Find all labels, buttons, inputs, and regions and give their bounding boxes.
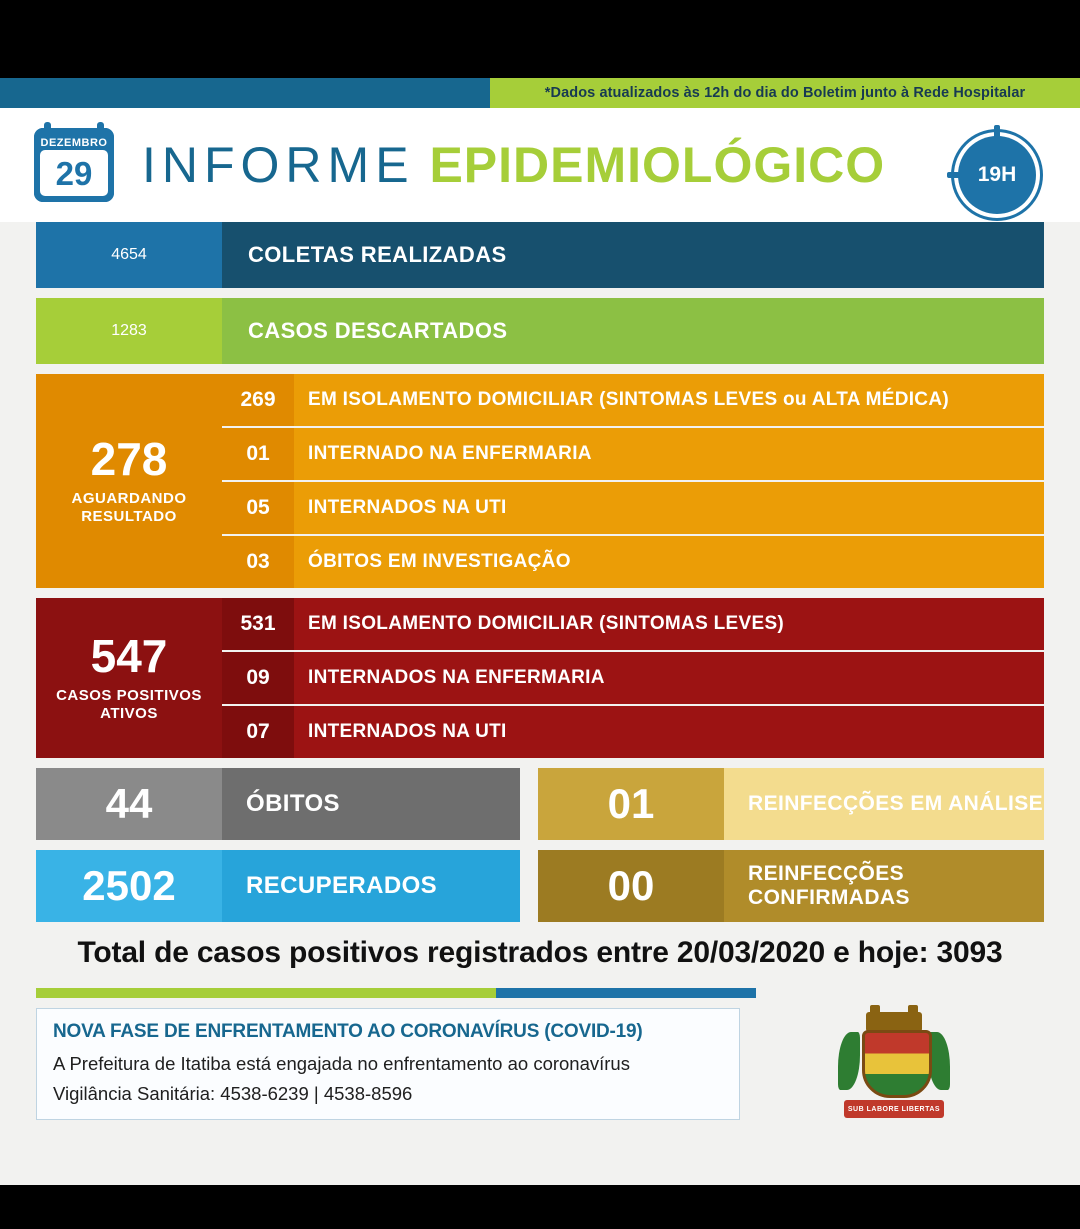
aguardando-summary — [36, 374, 222, 588]
card-recuperados — [36, 850, 520, 922]
footer-divider-green — [36, 988, 496, 998]
crest-leaf-left — [838, 1032, 860, 1090]
footer-info-box — [36, 1008, 740, 1120]
page-title-part2: EPIDEMIOLÓGICO — [429, 137, 886, 193]
aguardando-line-value: 269 — [222, 374, 294, 426]
page-title-part1: INFORME — [142, 137, 415, 193]
reinfeccoes-confirmadas-label: REINFECÇÕES CONFIRMADAS — [724, 850, 1044, 922]
aguardando-sub-line1: AGUARDANDO — [71, 490, 187, 507]
crest-motto: SUB LABORE LIBERTAS — [844, 1100, 944, 1118]
aguardando-value: 278 — [90, 433, 168, 485]
aguardando-line-label: ÓBITOS EM INVESTIGAÇÃO — [308, 551, 571, 572]
block-aguardando-resultado — [36, 374, 1044, 588]
descartados-value: 1283 — [36, 298, 222, 364]
ativos-value: 547 — [90, 630, 168, 682]
aguardando-line — [222, 374, 1044, 426]
footer-heading: NOVA FASE DE ENFRENTAMENTO AO CORONAVÍRUS (COVID-19) — [53, 1021, 643, 1042]
aguardando-sub-line2: RESULTADO — [81, 508, 177, 525]
page-title — [142, 136, 885, 194]
footer — [36, 1008, 1044, 1120]
ativos-sub — [56, 687, 202, 723]
ativos-line-value: 07 — [222, 706, 294, 758]
recuperados-value: 2502 — [36, 850, 222, 922]
obitos-label: ÓBITOS — [222, 768, 520, 840]
poster-sheet — [0, 78, 1080, 1185]
calendar-month: DEZEMBRO — [40, 137, 108, 149]
descartados-label: CASOS DESCARTADOS — [222, 298, 1044, 364]
city-coat-of-arms-icon — [836, 1008, 952, 1120]
ativos-sub-line1: CASOS POSITIVOS — [56, 687, 202, 704]
row-coletas-realizadas — [36, 222, 1044, 288]
stats-rows — [0, 222, 1080, 922]
update-note: *Dados atualizados às 12h do dia do Boletim junto à Rede Hospitalar — [490, 78, 1080, 108]
aguardando-line — [222, 428, 1044, 480]
aguardando-line-value: 01 — [222, 428, 294, 480]
block-casos-positivos-ativos — [36, 598, 1044, 758]
aguardando-sub — [72, 490, 187, 526]
calendar-rings — [44, 122, 104, 135]
crest-crown — [866, 1012, 922, 1032]
poster-header — [0, 108, 1080, 222]
ativos-sub-line2: ATIVOS — [100, 705, 158, 722]
top-strip — [0, 78, 1080, 108]
coletas-value: 4654 — [36, 222, 222, 288]
aguardando-line-value: 03 — [222, 536, 294, 588]
aguardando-line-label: EM ISOLAMENTO DOMICILIAR (SINTOMAS LEVES ou ALTA MÉDICA) — [308, 389, 949, 410]
card-obitos — [36, 768, 520, 840]
ativos-lines — [222, 598, 1044, 758]
ativos-line — [222, 706, 1044, 758]
aguardando-line-label: INTERNADOS NA UTI — [308, 497, 507, 518]
coletas-label: COLETAS REALIZADAS — [222, 222, 1044, 288]
reinfeccoes-analise-label: REINFECÇÕES EM ANÁLISE — [724, 768, 1044, 840]
row-casos-descartados — [36, 298, 1044, 364]
aguardando-line — [222, 536, 1044, 588]
footer-line-1: A Prefeitura de Itatiba está engajada no enfrentamento ao coronavírus — [53, 1053, 630, 1074]
aguardando-line — [222, 482, 1044, 534]
footer-line-2: Vigilância Sanitária: 4538-6239 | 4538-8596 — [53, 1083, 413, 1104]
ativos-line-value: 531 — [222, 598, 294, 650]
reinfeccoes-analise-value: 01 — [538, 768, 724, 840]
crest-shield — [862, 1030, 932, 1098]
recuperados-label: RECUPERADOS — [222, 850, 520, 922]
ativos-line — [222, 652, 1044, 704]
obitos-value: 44 — [36, 768, 222, 840]
card-reinfeccoes-analise — [538, 768, 1044, 840]
row-recuperados-reinfeccoes-confirmadas — [36, 850, 1044, 922]
top-strip-filler — [0, 78, 490, 108]
card-reinfeccoes-confirmadas — [538, 850, 1044, 922]
ativos-summary — [36, 598, 222, 758]
footer-divider — [36, 988, 1044, 998]
footer-divider-blue — [496, 988, 756, 998]
reinfeccoes-confirmadas-value: 00 — [538, 850, 724, 922]
ativos-line-label: INTERNADOS NA ENFERMARIA — [308, 667, 605, 688]
aguardando-lines — [222, 374, 1044, 588]
ativos-line-label: INTERNADOS NA UTI — [308, 721, 507, 742]
calendar-day: 29 — [40, 150, 108, 196]
calendar-icon — [34, 128, 114, 202]
ativos-line-label: EM ISOLAMENTO DOMICILIAR (SINTOMAS LEVES) — [308, 613, 785, 634]
ativos-line-value: 09 — [222, 652, 294, 704]
ativos-line — [222, 598, 1044, 650]
aguardando-line-label: INTERNADO NA ENFERMARIA — [308, 443, 592, 464]
clock-icon: 19H — [958, 136, 1036, 214]
row-obitos-reinfeccoes-analise — [36, 768, 1044, 840]
total-cases-line: Total de casos positivos registrados entre 20/03/2020 e hoje: 3093 — [77, 936, 1003, 969]
aguardando-line-value: 05 — [222, 482, 294, 534]
